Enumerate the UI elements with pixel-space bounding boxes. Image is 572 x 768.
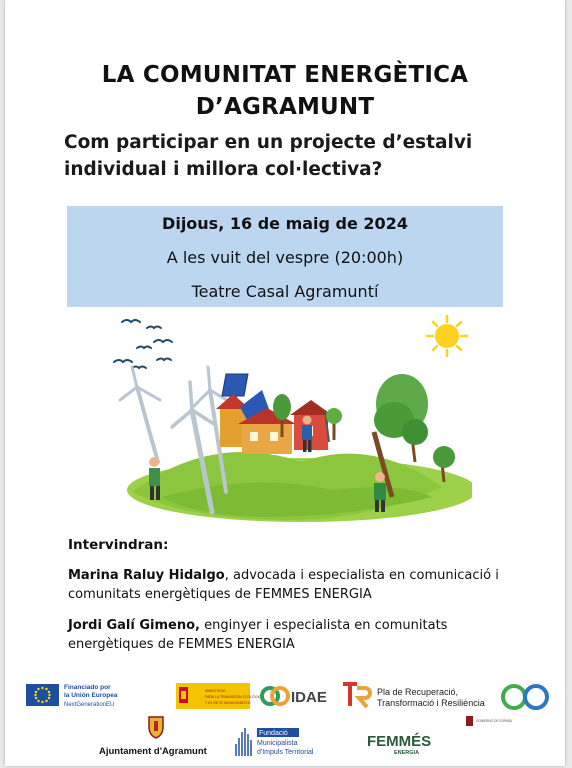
gov-small-text: GOBIERNO DE ESPAÑA	[476, 719, 513, 723]
event-date: Dijous, 16 de maig de 2024	[162, 214, 408, 233]
speaker-2-desc-2: energètiques de FEMMES ENERGIA	[68, 637, 295, 652]
subtitle-line-2: individual i millora col·lectiva?	[64, 159, 383, 180]
fundacio-logo-icon	[236, 728, 251, 756]
event-info-box	[67, 206, 503, 307]
ministry-text-1: MINISTERIO	[205, 689, 226, 693]
eu-text-2: la Unión Europea	[64, 692, 118, 699]
event-time: A les vuit del vespre (20:00h)	[166, 248, 404, 267]
plan-logo-icon	[343, 682, 370, 707]
fundacio-text-2: Municipalista	[257, 740, 298, 747]
speaker-1	[68, 566, 538, 604]
idae-text: IDAE	[291, 689, 327, 706]
gov-crest-icon	[466, 716, 473, 726]
eco-logo-icon	[503, 686, 547, 708]
speaker-1-desc-2: comunitats energètiques de FEMMES ENERGIA	[68, 587, 372, 602]
speaker-1-name: Marina Raluy Hidalgo	[68, 568, 225, 583]
femmes-text-1: FEMMÉS	[367, 733, 432, 750]
title-line-1: LA COMUNITAT ENERGÈTICA	[101, 62, 469, 88]
speaker-2-name: Jordi Galí Gimeno,	[68, 618, 200, 633]
sponsor-logos	[5, 672, 565, 766]
houses-icon	[216, 390, 332, 454]
title-line-2: D’AGRAMUNT	[195, 94, 375, 120]
event-place: Teatre Casal Agramuntí	[191, 282, 379, 301]
ministry-text-2: PARA LA TRANSICIÓN ECOLÓGICA	[205, 695, 264, 699]
renewable-energy-village-illustration	[102, 312, 472, 527]
subtitle-line-1: Com participar en un projecte d’estalvi	[64, 132, 473, 153]
plan-text-1: Pla de Recuperació,	[377, 687, 459, 697]
fundacio-text-1: Fundació	[259, 730, 288, 737]
idae-logo-icon	[262, 688, 288, 704]
eu-text-1: Financiado por	[64, 684, 111, 691]
sun-icon	[427, 316, 467, 356]
speaker-1-desc-1: , advocada i especialista en comunicació i	[224, 568, 499, 583]
plan-text-2: Transformació i Resiliència	[377, 698, 485, 708]
speakers-heading: Intervindran:	[68, 537, 169, 553]
eu-text-3: NextGenerationEU	[64, 702, 115, 708]
birds-icon	[114, 320, 172, 368]
speaker-2	[68, 616, 538, 654]
poster-page	[5, 0, 565, 766]
agramunt-shield-icon	[149, 717, 163, 738]
femmes-text-2: ENERGIA	[394, 750, 420, 756]
ministry-text-3: Y EL RETO DEMOGRÁFICO	[205, 701, 251, 705]
fundacio-text-3: d'Impuls Territorial	[257, 749, 314, 756]
ajuntament-text: Ajuntament d'Agramunt	[99, 746, 207, 757]
speaker-2-desc-1: enginyer i especialista en comunitats	[199, 618, 448, 633]
spain-crest-icon	[179, 687, 188, 703]
eu-flag-icon	[26, 684, 59, 706]
